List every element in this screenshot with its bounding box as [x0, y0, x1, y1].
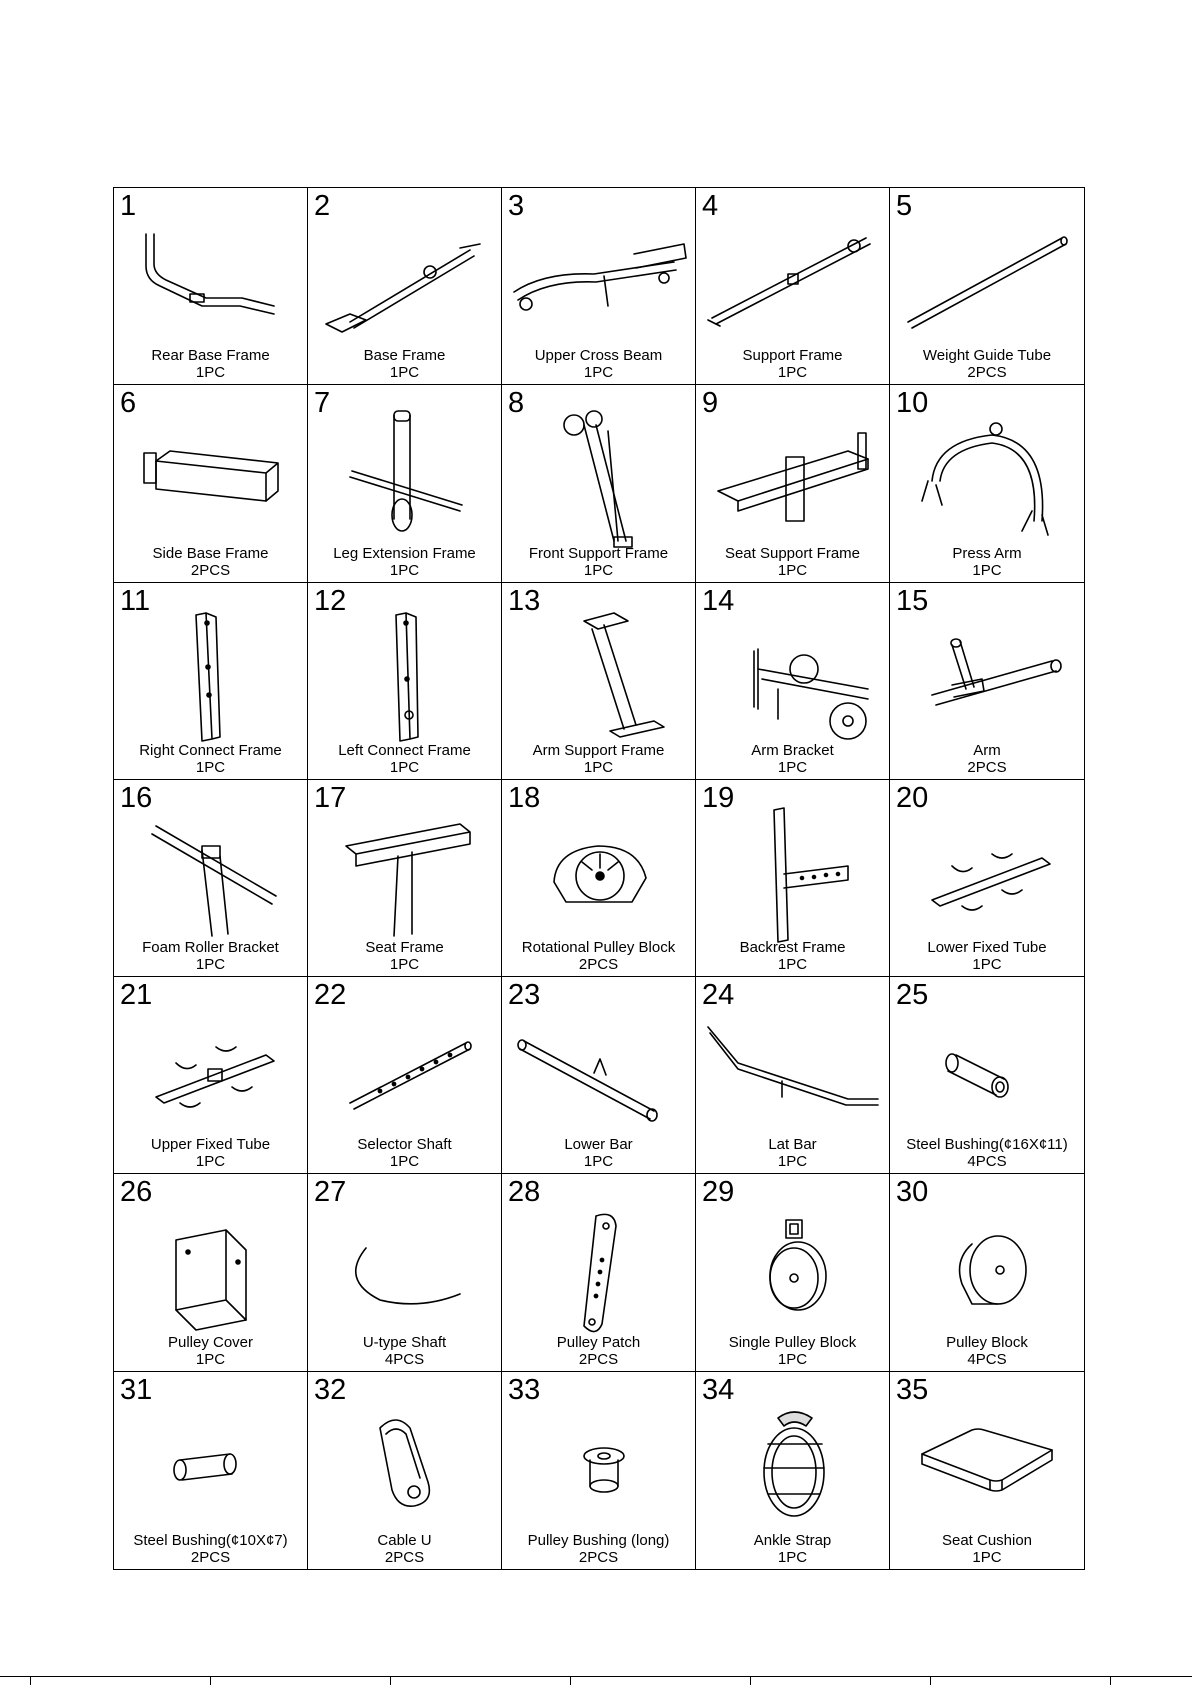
arm-bracket-illustration	[696, 609, 889, 749]
part-name: Leg Extension Frame	[333, 544, 476, 562]
part-cell	[502, 1174, 696, 1371]
part-name: Foam Roller Bracket	[142, 939, 279, 957]
part-number: 14	[702, 584, 735, 617]
part-cell	[308, 188, 502, 385]
part-quantity: 1PC	[972, 561, 1002, 579]
part-number: 8	[508, 387, 525, 420]
part-cell	[696, 977, 890, 1174]
part-cell	[114, 977, 308, 1174]
part-cell	[114, 583, 308, 780]
part-number: 10	[896, 387, 929, 420]
part-number: 18	[508, 781, 541, 814]
part-number: 33	[508, 1373, 541, 1406]
part-name: Right Connect Frame	[139, 741, 282, 759]
part-number: 30	[896, 1176, 929, 1209]
part-cell	[308, 780, 502, 977]
part-cell	[890, 977, 1084, 1174]
part-number: 3	[508, 190, 525, 222]
left-connect-frame-illustration	[308, 609, 501, 749]
upper-cross-beam-illustration	[502, 214, 695, 354]
part-cell	[890, 583, 1084, 780]
part-number: 32	[314, 1373, 347, 1406]
part-cell	[308, 1372, 502, 1569]
part-quantity: 2PCS	[578, 956, 619, 974]
part-quantity: 4PCS	[384, 1350, 425, 1368]
part-number: 2	[314, 190, 331, 222]
lower-fixed-tube-illustration	[890, 806, 1084, 946]
part-name: Front Support Frame	[528, 544, 669, 562]
part-cell	[308, 385, 502, 582]
part-cell	[890, 780, 1084, 977]
press-arm-illustration	[890, 411, 1084, 551]
part-name: Support Frame	[742, 347, 843, 365]
footer-tick	[930, 1676, 931, 1685]
part-number: 29	[702, 1176, 735, 1209]
part-name: Rotational Pulley Block	[521, 939, 676, 957]
part-cell	[890, 1174, 1084, 1371]
part-cell	[890, 188, 1084, 385]
part-number: 28	[508, 1176, 541, 1209]
part-cell	[502, 1372, 696, 1569]
part-number: 23	[508, 979, 541, 1012]
part-number: 19	[702, 781, 735, 814]
part-name: Upper Fixed Tube	[150, 1136, 271, 1154]
weight-guide-tube-illustration	[890, 214, 1084, 354]
part-quantity: 1PC	[195, 364, 226, 382]
lat-bar-illustration	[696, 1003, 889, 1143]
part-quantity: 1PC	[195, 956, 226, 974]
seat-cushion-illustration	[890, 1398, 1084, 1538]
part-quantity: 1PC	[777, 1549, 808, 1566]
part-cell	[696, 1174, 890, 1371]
part-quantity: 4PCS	[967, 1153, 1007, 1171]
cable-u-illustration	[308, 1398, 501, 1538]
footer-tick	[1110, 1676, 1111, 1685]
parts-list-grid	[113, 187, 1085, 1570]
part-quantity: 4PCS	[967, 1350, 1007, 1368]
backrest-frame-illustration	[696, 806, 889, 946]
part-quantity: 1PC	[389, 364, 420, 382]
part-name: Steel Bushing(¢10X¢7)	[133, 1532, 288, 1549]
part-quantity: 1PC	[389, 956, 420, 974]
part-cell	[308, 583, 502, 780]
part-quantity: 1PC	[777, 364, 808, 382]
part-name: Selector Shaft	[357, 1136, 452, 1154]
part-quantity: 1PC	[389, 1153, 420, 1171]
part-number: 16	[120, 781, 153, 814]
part-cell	[114, 1372, 308, 1569]
part-number: 6	[120, 387, 137, 420]
part-number: 4	[702, 190, 719, 222]
seat-frame-illustration	[308, 806, 501, 946]
part-number: 27	[314, 1176, 347, 1209]
part-name: Lower Bar	[564, 1136, 633, 1154]
part-name: Seat Frame	[365, 939, 444, 957]
upper-fixed-tube-illustration	[114, 1003, 307, 1143]
part-number: 11	[120, 584, 151, 617]
single-pulley-block-illustration	[696, 1200, 889, 1340]
part-quantity: 1PC	[777, 956, 808, 974]
part-name: Pulley Block	[946, 1333, 1028, 1351]
pulley-bushing-illustration	[502, 1398, 695, 1538]
ankle-strap-illustration	[696, 1398, 889, 1538]
part-name: Seat Cushion	[941, 1532, 1033, 1549]
part-quantity: 1PC	[583, 758, 614, 776]
part-name: Base Frame	[363, 347, 446, 365]
part-name: Seat Support Frame	[724, 544, 861, 562]
part-quantity: 1PC	[777, 758, 808, 776]
footer-rule	[0, 1676, 1192, 1677]
selector-shaft-illustration	[308, 1003, 501, 1143]
right-connect-frame-illustration	[114, 609, 307, 749]
part-name: Lat Bar	[768, 1136, 817, 1154]
part-quantity: 1PC	[972, 1549, 1002, 1566]
steel-bushing-small-illustration	[114, 1398, 307, 1538]
part-quantity: 1PC	[777, 561, 808, 579]
part-name: Backrest Frame	[739, 939, 846, 957]
part-cell	[114, 188, 308, 385]
part-quantity: 2PCS	[190, 561, 231, 579]
part-number: 25	[896, 979, 929, 1012]
part-cell	[502, 385, 696, 582]
part-cell	[502, 188, 696, 385]
part-quantity: 1PC	[389, 758, 420, 776]
part-number: 20	[896, 781, 929, 814]
part-number: 17	[314, 781, 347, 814]
part-quantity: 2PCS	[384, 1549, 425, 1566]
part-number: 13	[508, 584, 541, 617]
part-cell	[502, 780, 696, 977]
part-quantity: 2PCS	[190, 1549, 231, 1566]
part-quantity: 1PC	[777, 1153, 808, 1171]
part-number: 12	[314, 584, 347, 617]
steel-bushing-illustration	[890, 1003, 1084, 1143]
part-number: 7	[314, 387, 331, 420]
part-quantity: 2PCS	[578, 1549, 619, 1566]
part-name: Pulley Cover	[167, 1333, 254, 1351]
footer-tick	[570, 1676, 571, 1685]
part-cell	[308, 977, 502, 1174]
pulley-cover-illustration	[114, 1200, 307, 1340]
leg-extension-frame-illustration	[308, 411, 501, 551]
part-cell	[502, 977, 696, 1174]
lower-bar-illustration	[502, 1003, 695, 1143]
part-quantity: 1PC	[389, 561, 420, 579]
arm-support-frame-illustration	[502, 609, 695, 749]
footer-tick	[30, 1676, 31, 1685]
part-cell	[696, 780, 890, 977]
support-frame-illustration	[696, 214, 889, 354]
part-quantity: 1PC	[583, 1153, 614, 1171]
part-cell	[308, 1174, 502, 1371]
pulley-patch-illustration	[502, 1200, 695, 1340]
part-number: 5	[896, 190, 913, 222]
rotational-pulley-block-illustration	[502, 806, 695, 946]
part-cell	[890, 1372, 1084, 1569]
part-name: Arm Bracket	[751, 741, 834, 759]
pulley-block-illustration	[890, 1200, 1084, 1340]
part-number: 35	[896, 1373, 929, 1406]
part-name: Upper Cross Beam	[534, 347, 663, 365]
front-support-frame-illustration	[502, 411, 695, 551]
part-quantity: 1PC	[583, 561, 614, 579]
foam-roller-bracket-illustration	[114, 806, 307, 946]
part-name: Cable U	[377, 1532, 432, 1549]
part-cell	[114, 385, 308, 582]
base-frame-illustration	[308, 214, 501, 354]
part-cell	[890, 385, 1084, 582]
part-number: 31	[120, 1373, 153, 1406]
part-cell	[502, 583, 696, 780]
part-name: Press Arm	[952, 544, 1022, 562]
part-number: 26	[120, 1176, 153, 1209]
part-cell	[114, 780, 308, 977]
part-name: Pulley Bushing (long)	[527, 1532, 670, 1549]
side-base-frame-illustration	[114, 411, 307, 551]
part-cell	[696, 385, 890, 582]
part-cell	[696, 583, 890, 780]
part-name: Steel Bushing(¢16X¢11)	[906, 1136, 1068, 1154]
part-name: Weight Guide Tube	[922, 347, 1052, 365]
part-name: Left Connect Frame	[338, 741, 471, 759]
part-quantity: 1PC	[195, 758, 226, 776]
part-name: Side Base Frame	[152, 544, 269, 562]
part-quantity: 1PC	[777, 1350, 808, 1368]
u-type-shaft-illustration	[308, 1200, 501, 1340]
part-number: 15	[896, 584, 929, 617]
part-quantity: 1PC	[195, 1350, 226, 1368]
part-quantity: 1PC	[972, 956, 1002, 974]
part-number: 34	[702, 1373, 735, 1406]
part-name: Arm Support Frame	[532, 741, 665, 759]
part-number: 24	[702, 979, 735, 1012]
part-name: Arm	[973, 741, 1001, 759]
part-name: Lower Fixed Tube	[927, 939, 1047, 957]
part-number: 9	[702, 387, 719, 420]
part-cell	[114, 1174, 308, 1371]
part-number: 21	[120, 979, 153, 1012]
part-name: Rear Base Frame	[151, 347, 270, 365]
part-quantity: 2PCS	[578, 1350, 619, 1368]
seat-support-frame-illustration	[696, 411, 889, 551]
part-quantity: 1PC	[195, 1153, 226, 1171]
footer-tick	[210, 1676, 211, 1685]
footer-tick	[750, 1676, 751, 1685]
part-name: Ankle Strap	[753, 1532, 832, 1549]
part-number: 1	[120, 190, 137, 222]
part-quantity: 2PCS	[967, 758, 1007, 776]
footer-tick	[390, 1676, 391, 1685]
part-cell	[696, 188, 890, 385]
part-name: Single Pulley Block	[728, 1333, 857, 1351]
part-quantity: 2PCS	[967, 364, 1007, 382]
part-name: U-type Shaft	[362, 1333, 447, 1351]
rear-base-frame-illustration	[114, 214, 307, 354]
part-name: Pulley Patch	[556, 1333, 641, 1351]
part-number: 22	[314, 979, 347, 1012]
part-cell	[696, 1372, 890, 1569]
part-quantity: 1PC	[583, 364, 614, 382]
arm-illustration	[890, 609, 1084, 749]
